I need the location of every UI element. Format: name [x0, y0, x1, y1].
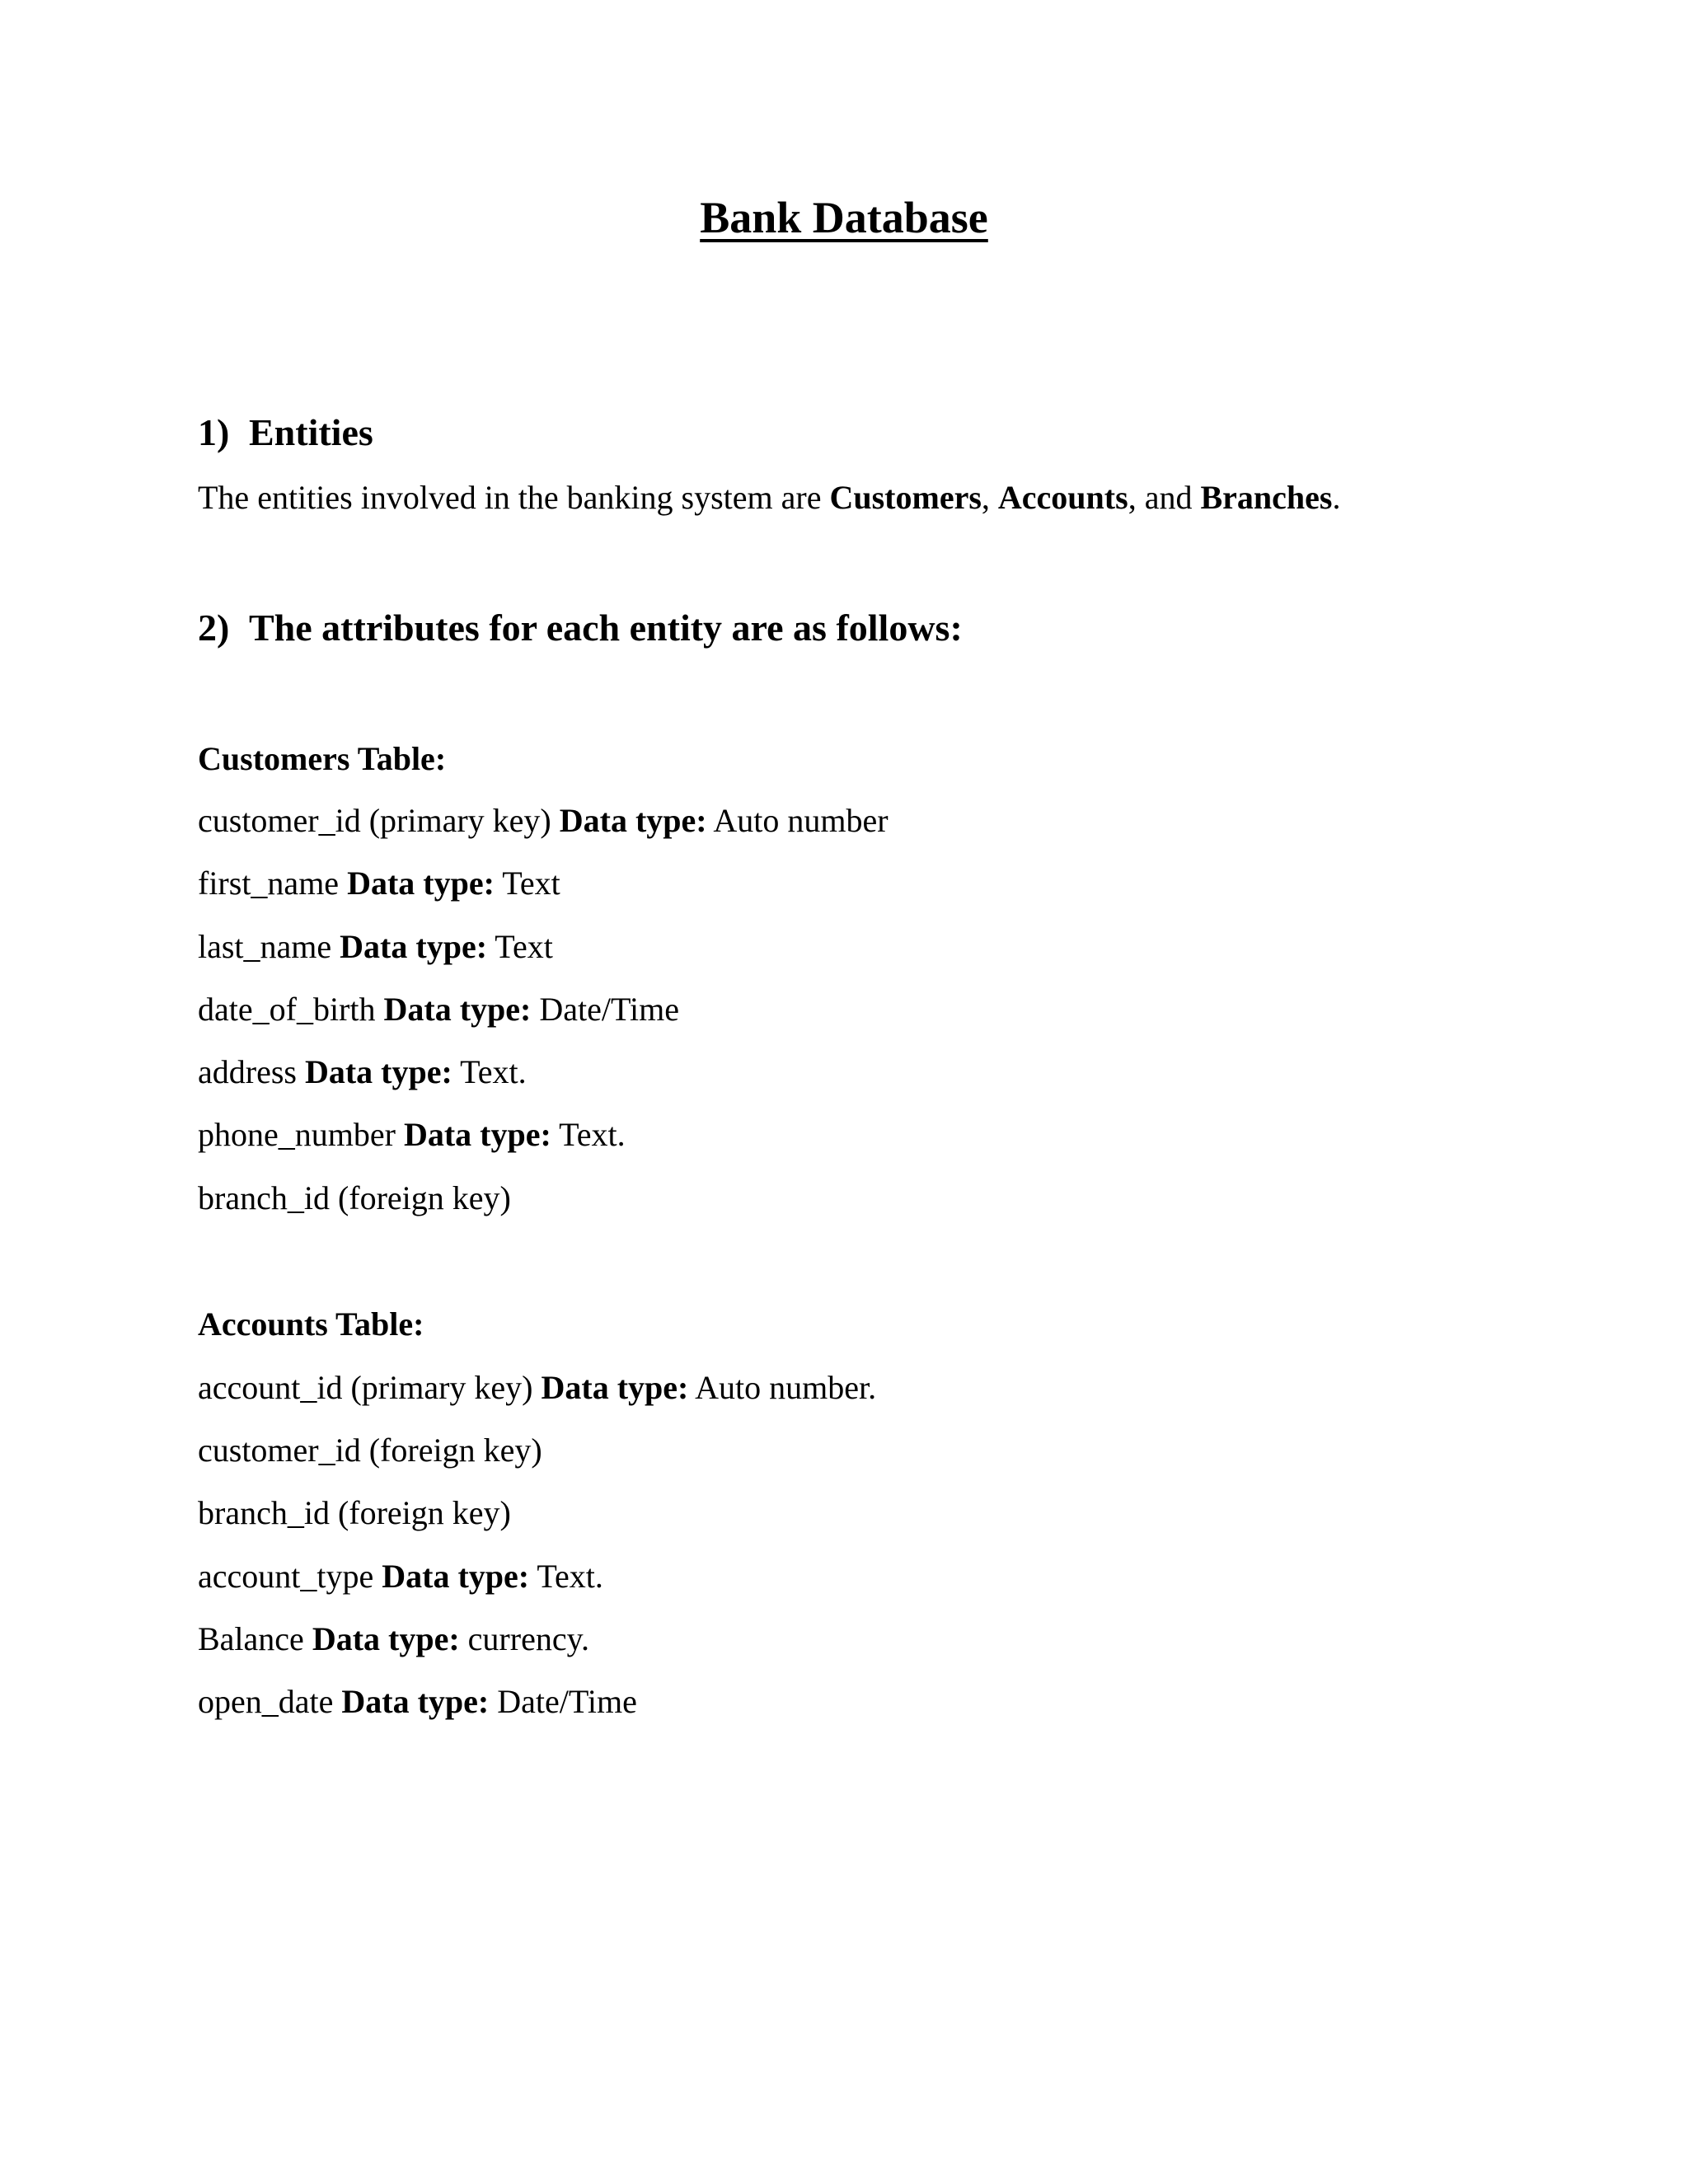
section-title: Entities: [249, 411, 373, 453]
accounts-row-branch-id: [198, 1493, 511, 1533]
data-type-value: Auto number: [706, 802, 889, 839]
entity-accounts: Accounts: [997, 479, 1128, 516]
data-type-label: Data type:: [312, 1620, 460, 1657]
data-type-label: Data type:: [382, 1558, 530, 1595]
customers-row-branch-id: [198, 1179, 511, 1218]
customers-row-first-name: [198, 864, 560, 903]
section-title: The attributes for each entity are as follows:: [249, 607, 963, 649]
entity-branches: Branches: [1200, 479, 1333, 516]
page-title: Bank Database: [700, 193, 988, 242]
data-type-label: Data type:: [341, 1683, 490, 1720]
field-name: customer_id (foreign key): [198, 1432, 542, 1469]
data-type-label: Data type:: [347, 865, 495, 902]
field-name: account_id (primary key): [198, 1369, 542, 1406]
accounts-row-balance: [198, 1619, 589, 1659]
data-type-value: currency.: [459, 1620, 589, 1657]
entities-paragraph: [198, 478, 1340, 518]
data-type-label: Data type:: [403, 1116, 551, 1153]
field-name: customer_id (primary key): [198, 802, 560, 839]
section-heading-attributes: [198, 605, 963, 650]
data-type-value: Text: [487, 928, 553, 965]
data-type-label: Data type:: [304, 1053, 452, 1090]
accounts-row-account-type: [198, 1557, 603, 1596]
field-name: first_name: [198, 865, 348, 902]
data-type-label: Data type:: [340, 928, 488, 965]
section-number: 1): [198, 411, 230, 453]
field-name: phone_number: [198, 1116, 404, 1153]
data-type-label: Data type:: [541, 1369, 689, 1406]
section-number: 2): [198, 607, 230, 649]
data-type-value: Text.: [529, 1558, 603, 1595]
customers-row-customer-id: [198, 801, 889, 841]
accounts-row-customer-id: [198, 1431, 542, 1470]
data-type-label: Data type:: [559, 802, 707, 839]
field-name: branch_id (foreign key): [198, 1179, 511, 1216]
field-name: account_type: [198, 1558, 382, 1595]
customers-row-phone-number: [198, 1115, 626, 1155]
field-name: Balance: [198, 1620, 312, 1657]
data-type-label: Data type:: [383, 991, 532, 1028]
data-type-value: Text: [494, 865, 560, 902]
entity-customers: Customers: [829, 479, 982, 516]
field-name: open_date: [198, 1683, 342, 1720]
data-type-value: Text.: [452, 1053, 527, 1090]
section-heading-entities: [198, 410, 373, 455]
customers-row-last-name: [198, 927, 553, 967]
data-type-value: Text.: [551, 1116, 626, 1153]
customers-row-address: [198, 1052, 527, 1092]
customers-row-date-of-birth: [198, 990, 679, 1029]
accounts-row-open-date: [198, 1682, 637, 1722]
paragraph-text: ,: [981, 479, 998, 516]
paragraph-text: The entities involved in the banking system are: [198, 479, 830, 516]
data-type-value: Date/Time: [531, 991, 679, 1028]
field-name: address: [198, 1053, 305, 1090]
data-type-value: Auto number.: [688, 1369, 877, 1406]
data-type-value: Date/Time: [489, 1683, 637, 1720]
paragraph-text: .: [1332, 479, 1341, 516]
paragraph-text: , and: [1128, 479, 1201, 516]
customers-table-title: Customers Table:: [198, 740, 447, 777]
field-name: last_name: [198, 928, 340, 965]
accounts-table-title: Accounts Table:: [198, 1305, 424, 1343]
field-name: branch_id (foreign key): [198, 1494, 511, 1531]
field-name: date_of_birth: [198, 991, 384, 1028]
accounts-row-account-id: [198, 1368, 876, 1408]
